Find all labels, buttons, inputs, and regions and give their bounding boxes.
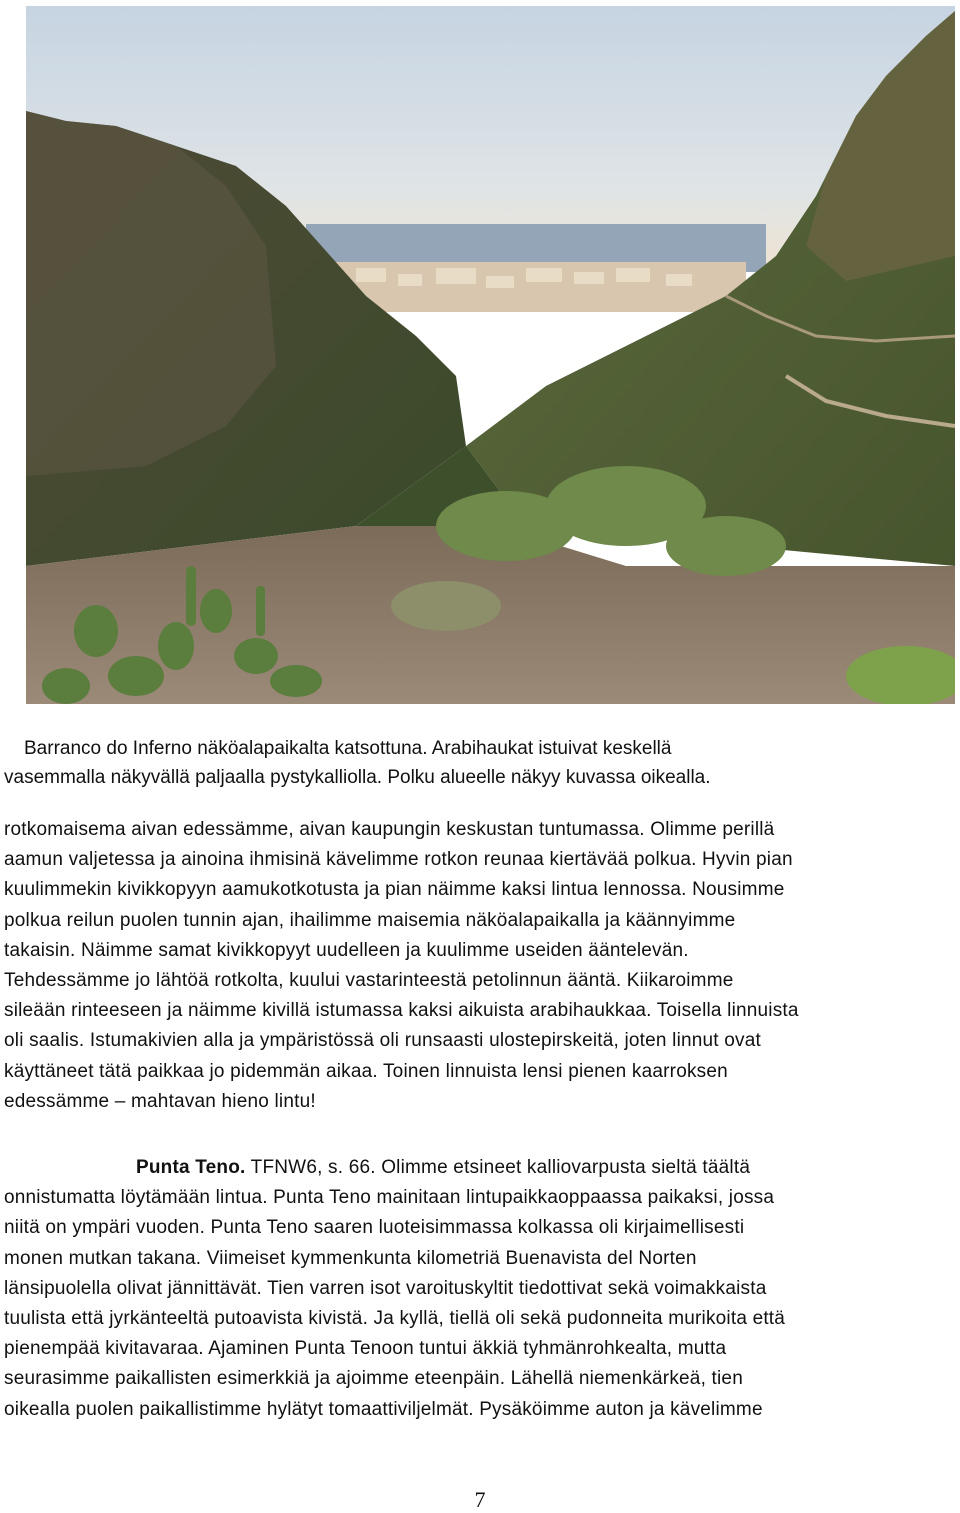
text-line: seurasimme paikallisten esimerkkiä ja ajoimme eteenpäin. Lähellä niemenkärkeä, tien	[4, 1368, 743, 1390]
paragraph-barranco	[4, 815, 954, 1117]
text-line: pienempää kivitavaraa. Ajaminen Punta Tenoon tuntui äkkiä tyhmänrohkealta, mutta	[4, 1338, 727, 1360]
text-line: takaisin. Näimme samat kivikkopyyt uudelleen ja kuulimme useiden ääntelevän.	[4, 939, 689, 961]
text-line: polkua reilun puolen tunnin ajan, ihailimme maisemia näköalapaikalla ja käännyimme	[4, 909, 736, 931]
caption-line: vasemmalla näkyvällä paljaalla pystykalliolla. Polku alueelle näkyy kuvassa oikealla.	[4, 767, 711, 788]
canyon-illustration	[26, 6, 955, 704]
text-line: länsipuolella olivat jännittävät. Tien varren isot varoituskyltit tiedottivat sekä voimakkaista	[4, 1277, 767, 1299]
text-line: oli saalis. Istumakivien alla ja ympäristössä oli runsaasti ulostepirskeitä, joten linnut ovat	[4, 1030, 761, 1052]
section-heading: Punta Teno.	[136, 1157, 246, 1178]
landscape-photo	[26, 6, 955, 704]
heading-rest: TFNW6, s. 66. Olimme etsineet kalliovarpusta sieltä täältä	[245, 1157, 751, 1178]
caption-line: Barranco do Inferno näköalapaikalta katsottuna. Arabihaukat istuivat keskellä	[24, 738, 672, 759]
photo-caption	[4, 734, 954, 792]
text-line: onnistumatta löytämään lintua. Punta Teno mainitaan lintupaikkaoppaassa paikaksi, jossa	[4, 1187, 775, 1209]
text-line: rotkomaisema aivan edessämme, aivan kaupungin keskustan tuntumassa. Olimme perillä	[4, 819, 775, 840]
text-line: oikealla puolen paikallistimme hylätyt tomaattiviljelmät. Pysäköimme auton ja kävelimme	[4, 1398, 763, 1420]
text-line: edessämme – mahtavan hieno lintu!	[4, 1090, 316, 1112]
text-line: niitä on ympäri vuoden. Punta Teno saaren luoteisimmassa kolkassa oli kirjaimellisesti	[4, 1217, 745, 1239]
text-line: monen mutkan takana. Viimeiset kymmenkunta kilometriä Buenavista del Norten	[4, 1247, 697, 1269]
text-line: kuulimmekin kivikkopyyn aamukotkotusta ja pian näimme kaksi lintua lennossa. Nousimme	[4, 879, 785, 901]
text-line: käyttäneet tätä paikkaa jo pidemmän aikaa. Toinen linnuista lensi pienen kaarroksen	[4, 1060, 728, 1082]
text-line: tuulista että jyrkänteeltä putoavista kivistä. Ja kyllä, tiellä oli sekä pudonneita murikoita että	[4, 1308, 786, 1330]
text-line	[4, 1153, 954, 1183]
text-line: Tehdessämme jo lähtöä rotkolta, kuului vastarinteestä petolinnun ääntä. Kiikaroimme	[4, 970, 734, 992]
paragraph-punta-teno	[4, 1153, 954, 1425]
page-number: 7	[474, 1487, 486, 1512]
text-line: aamun valjetessa ja ainoina ihmisinä kävelimme rotkon reunaa kiertävää polkua. Hyvin pian	[4, 849, 793, 871]
text-line: sileään rinteeseen ja näimme kivillä istumassa kaksi aikuista arabihaukkaa. Toisella linnuista	[4, 1000, 799, 1022]
